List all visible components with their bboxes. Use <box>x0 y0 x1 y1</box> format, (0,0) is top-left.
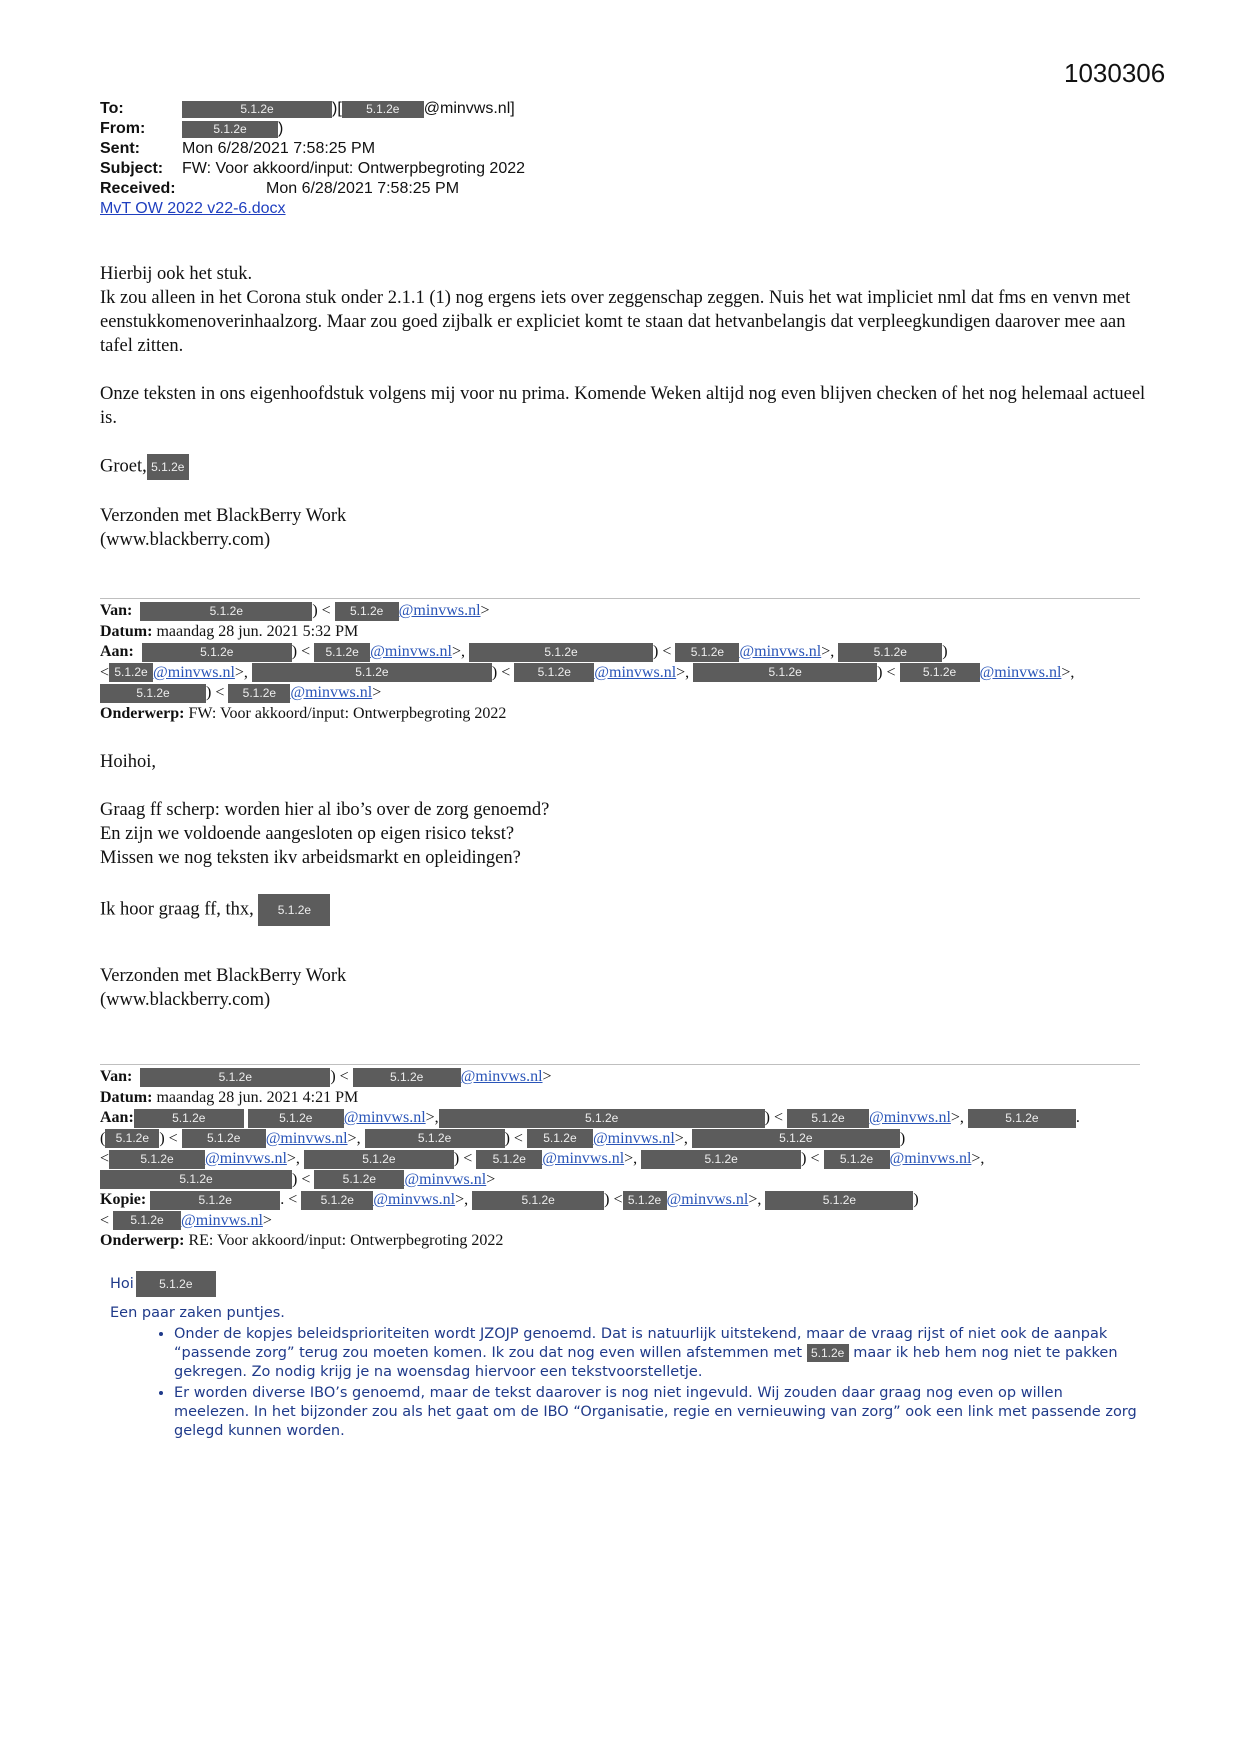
datum-label: Datum: <box>100 1088 153 1106</box>
redaction: 5.1.2e <box>335 602 399 621</box>
redaction: 5.1.2e <box>142 643 292 662</box>
kopie-row-2 <box>100 1211 1150 1232</box>
aan-row-1 <box>100 1108 1150 1129</box>
van-row <box>100 1067 1150 1088</box>
redaction: 5.1.2e <box>514 663 594 682</box>
received-row <box>100 179 525 199</box>
onderwerp-row <box>100 1231 1150 1252</box>
from-row <box>100 119 525 139</box>
sep-text: > <box>542 1068 552 1085</box>
van-row <box>100 601 1150 622</box>
sep-text: ) < <box>291 643 311 660</box>
body1-line-1: Hierbij ook het stuk. <box>100 264 253 284</box>
email-link[interactable]: @minvws.nl <box>666 1191 749 1208</box>
separator <box>100 1064 1140 1065</box>
redaction: 5.1.2e <box>100 684 206 703</box>
redaction: 5.1.2e <box>675 643 739 662</box>
sep-text: ) < <box>312 602 331 619</box>
message-body-1 <box>100 262 1150 552</box>
redaction: 5.1.2e <box>838 643 942 662</box>
email-link[interactable]: @minvws.nl <box>869 1109 951 1126</box>
subject-label: Subject: <box>100 160 164 177</box>
email-link[interactable]: @minvws.nl <box>979 663 1062 681</box>
sep-text: >, <box>821 643 835 660</box>
sep-text: ) < <box>877 663 896 681</box>
redaction: 5.1.2e <box>692 1129 900 1148</box>
redaction: 5.1.2e <box>314 1170 404 1189</box>
document-number: 1030306 <box>1064 58 1166 88</box>
redaction: 5.1.2e <box>105 1129 159 1148</box>
sep-text: ) < <box>159 1129 178 1147</box>
redaction: 5.1.2e <box>182 121 278 138</box>
body2-greeting: Hoihoi, <box>100 752 157 772</box>
list-item <box>174 1325 1140 1382</box>
sep-text: ) < <box>504 1129 523 1147</box>
redaction: 5.1.2e <box>314 643 370 662</box>
subject-row <box>100 159 525 179</box>
email-header <box>100 99 525 219</box>
email-link[interactable]: @minvws.nl <box>460 1068 543 1085</box>
body3-intro: Een paar zaken puntjes. <box>110 1305 285 1321</box>
sep-text: ) <box>913 1191 919 1208</box>
redaction: 5.1.2e <box>252 663 492 682</box>
sep-text: < <box>100 663 110 681</box>
sep-text: ) < <box>604 1191 623 1208</box>
redaction: 5.1.2e <box>365 1129 505 1148</box>
sep-text: >, <box>950 1109 964 1126</box>
signature-line-2: (www.blackberry.com) <box>100 990 271 1010</box>
email-link[interactable]: @minvws.nl <box>290 684 373 701</box>
body1-paragraph-2: Ik zou alleen in het Corona stuk onder 2.1.1 (1) nog ergens iets over zeggenschap zeggen. Nuis het wat impliciet nml dat fms en venvn met eenstukkomenoverinhaalzorg. Maar zou goed zijbalk er expliciet komt te staan dat hetvanbelangis dat verpleegkundigen daarover mee aan tafel zitten. <box>100 288 1131 356</box>
redaction: 5.1.2e <box>150 1191 280 1210</box>
sep-text: >, <box>624 1150 638 1167</box>
body2-line-2: En zijn we voldoende aangesloten op eigen risico tekst? <box>100 824 515 844</box>
redaction: 5.1.2e <box>182 101 332 118</box>
redaction: 5.1.2e <box>136 1271 216 1297</box>
van-label: Van: <box>100 602 133 619</box>
sep-text: >, <box>1061 663 1075 681</box>
attachment-link[interactable]: MvT OW 2022 v22-6.docx <box>100 200 286 217</box>
to-bracket: )[ <box>332 100 342 117</box>
sent-label: Sent: <box>100 140 140 157</box>
sep-text: ) < <box>292 1170 311 1188</box>
datum-value: maandag 28 jun. 2021 4:21 PM <box>156 1088 359 1106</box>
redaction: 5.1.2e <box>304 1150 454 1169</box>
greeting-text: Hoi <box>110 1275 134 1292</box>
sep-text: < <box>100 1211 110 1229</box>
email-link[interactable]: @minvws.nl <box>398 602 481 619</box>
body1-greeting <box>100 454 1150 480</box>
list-item: • Er worden diverse IBO’s genoemd, maar de tekst daarover is nog niet ingevuld. Wij zouden daar graag nog even op willen meelezen. In het bijzonder zou als het gaat om de IBO “Organisatie, regie en vernieuwing van zorg” ook een link met passende zorg gelegd kunnen worden. <box>174 1384 1140 1441</box>
attachment-row <box>100 199 525 219</box>
onderwerp-row <box>100 704 1150 725</box>
redaction: 5.1.2e <box>301 1191 373 1210</box>
datum-value: maandag 28 jun. 2021 5:32 PM <box>156 622 359 640</box>
from-suffix: ) <box>278 120 284 137</box>
redaction: 5.1.2e <box>623 1191 667 1210</box>
redaction: 5.1.2e <box>258 894 330 926</box>
datum-label: Datum: <box>100 622 153 640</box>
van-label: Van: <box>100 1068 133 1085</box>
redaction: 5.1.2e <box>342 101 424 118</box>
email-link[interactable]: @minvws.nl <box>542 1150 625 1167</box>
redaction: 5.1.2e <box>476 1150 542 1169</box>
redaction: 5.1.2e <box>900 663 980 682</box>
sep-text: >, <box>676 663 690 681</box>
onderwerp-label: Onderwerp: <box>100 704 185 722</box>
aan-row-2 <box>100 663 1150 684</box>
sep-text: ) < <box>330 1068 349 1085</box>
datum-row <box>100 622 1150 643</box>
redaction: 5.1.2e <box>968 1109 1076 1128</box>
sep-text: ) < <box>206 684 225 701</box>
sep-text: ) < <box>764 1109 784 1126</box>
message-2-header <box>100 601 1150 724</box>
email-link[interactable]: @minvws.nl <box>592 1129 675 1147</box>
redaction: 5.1.2e <box>353 1068 461 1087</box>
separator <box>100 598 1140 599</box>
body3-greeting <box>110 1270 1140 1298</box>
email-link[interactable]: @minvws.nl <box>153 663 235 681</box>
aan-row-3 <box>100 1149 1150 1170</box>
aan-row-2 <box>100 1129 1150 1150</box>
redaction: 5.1.2e <box>807 1344 849 1362</box>
sep-text: < <box>100 1150 110 1167</box>
redaction: 5.1.2e <box>113 1211 181 1230</box>
email-link[interactable]: @minvws.nl <box>181 1211 263 1229</box>
email-link[interactable]: @minvws.nl <box>205 1150 287 1167</box>
redaction: 5.1.2e <box>140 602 312 621</box>
email-link[interactable]: @minvws.nl <box>343 1109 426 1126</box>
onderwerp-value: RE: Voor akkoord/input: Ontwerpbegroting 2022 <box>188 1232 504 1249</box>
sep-text: ( <box>100 1129 106 1147</box>
redaction: 5.1.2e <box>109 663 153 682</box>
sep-text: > <box>262 1211 272 1229</box>
redaction: 5.1.2e <box>228 684 290 703</box>
redaction: 5.1.2e <box>134 1109 244 1128</box>
redaction: 5.1.2e <box>439 1109 765 1128</box>
received-value: Mon 6/28/2021 7:58:25 PM <box>266 180 460 197</box>
body2-line-1: Graag ff scherp: worden hier al ibo’s over de zorg genoemd? <box>100 800 550 820</box>
to-domain: @minvws.nl] <box>423 100 515 117</box>
redaction: 5.1.2e <box>824 1150 890 1169</box>
aan-row-4 <box>100 1170 1150 1191</box>
redaction: 5.1.2e <box>140 1068 330 1087</box>
list-item-text: maar ik heb hem nog niet te pakken gekregen. Zo nodig krijg je na woensdag hiervoor een tekstvoorstelletje. <box>174 1345 1118 1380</box>
to-row <box>100 99 525 119</box>
sep-text: > <box>480 602 490 619</box>
signature-line-2: (www.blackberry.com) <box>100 530 271 550</box>
redaction: 5.1.2e <box>787 1109 869 1128</box>
sep-text: >, <box>748 1191 762 1208</box>
onderwerp-value: FW: Voor akkoord/input: Ontwerpbegroting 2022 <box>188 704 507 722</box>
greeting-text: Groet, <box>100 456 147 477</box>
sep-text: ) < <box>453 1150 473 1167</box>
message-3-header <box>100 1067 1150 1252</box>
sep-text: > <box>486 1170 496 1188</box>
kopie-label: Kopie: <box>100 1191 147 1208</box>
sent-row <box>100 139 525 159</box>
body2-line-3: Missen we nog teksten ikv arbeidsmarkt en opleidingen? <box>100 848 521 868</box>
email-link[interactable]: @minvws.nl <box>370 643 452 660</box>
email-link[interactable]: @minvws.nl <box>404 1170 487 1188</box>
signature-line-1: Verzonden met BlackBerry Work <box>100 966 347 986</box>
onderwerp-label: Onderwerp: <box>100 1232 185 1249</box>
body2-thanks <box>100 894 1150 926</box>
sep-text: ) < <box>491 663 511 681</box>
aan-label: Aan: <box>100 1109 134 1126</box>
redaction: 5.1.2e <box>109 1150 205 1169</box>
datum-row <box>100 1088 1150 1109</box>
redaction: 5.1.2e <box>641 1150 801 1169</box>
email-link[interactable]: @minvws.nl <box>594 663 677 681</box>
to-label: To: <box>100 100 124 117</box>
sep-text: >, <box>347 1129 361 1147</box>
email-link[interactable]: @minvws.nl <box>373 1191 456 1208</box>
signature-line-1: Verzonden met BlackBerry Work <box>100 506 347 526</box>
email-link[interactable]: @minvws.nl <box>889 1150 972 1167</box>
sep-text: >, <box>452 643 466 660</box>
email-link[interactable]: @minvws.nl <box>739 643 822 660</box>
redaction: 5.1.2e <box>100 1170 292 1189</box>
redaction: 5.1.2e <box>248 1109 344 1128</box>
redaction: 5.1.2e <box>765 1191 913 1210</box>
aan-row-1 <box>100 642 1150 663</box>
redaction: 5.1.2e <box>147 454 189 480</box>
sep-text: . <box>1075 1109 1080 1126</box>
thanks-text: Ik hoor graag ff, thx, <box>100 899 254 920</box>
message-body-2 <box>100 750 1150 1012</box>
sep-text: >, <box>286 1150 300 1167</box>
redaction: 5.1.2e <box>693 663 877 682</box>
sep-text: > <box>372 684 382 701</box>
sep-text: >, <box>455 1191 469 1208</box>
redaction: 5.1.2e <box>472 1191 604 1210</box>
from-label: From: <box>100 120 146 137</box>
sep-text: >, <box>234 663 248 681</box>
kopie-row-1 <box>100 1190 1150 1211</box>
sep-text: . < <box>280 1191 298 1208</box>
email-link[interactable]: @minvws.nl <box>265 1129 348 1147</box>
sep-text: ) < <box>801 1150 820 1167</box>
sep-text: ) <box>899 1129 906 1147</box>
message-body-3 <box>110 1270 1140 1443</box>
redaction: 5.1.2e <box>469 643 653 662</box>
redaction: 5.1.2e <box>527 1129 593 1148</box>
aan-label: Aan: <box>100 643 134 660</box>
sep-text: ) <box>942 643 948 660</box>
redaction: 5.1.2e <box>182 1129 266 1148</box>
body3-list <box>110 1325 1140 1441</box>
aan-row-3 <box>100 683 1150 704</box>
received-label: Received: <box>100 180 176 197</box>
body1-paragraph-3: Onze teksten in ons eigenhoofdstuk volgens mij voor nu prima. Komende Weken altijd nog even blijven checken of het nog helemaal actueel is. <box>100 384 1146 428</box>
subject-value: FW: Voor akkoord/input: Ontwerpbegroting 2022 <box>182 160 526 177</box>
sep-text: >, <box>425 1109 439 1126</box>
sep-text: >, <box>674 1129 688 1147</box>
sent-value: Mon 6/28/2021 7:58:25 PM <box>182 140 376 157</box>
list-item-text: Onder de kopjes beleidsprioriteiten wordt JZOJP genoemd. Dat is natuurlijk uitstekend, maar de vraag rijst of niet ook de aanpak “passende zorg” terug zou moeten komen. Ik zou dat nog even willen afstemmen met <box>174 1326 1108 1361</box>
sep-text: >, <box>971 1150 985 1167</box>
sep-text: ) < <box>653 643 672 660</box>
